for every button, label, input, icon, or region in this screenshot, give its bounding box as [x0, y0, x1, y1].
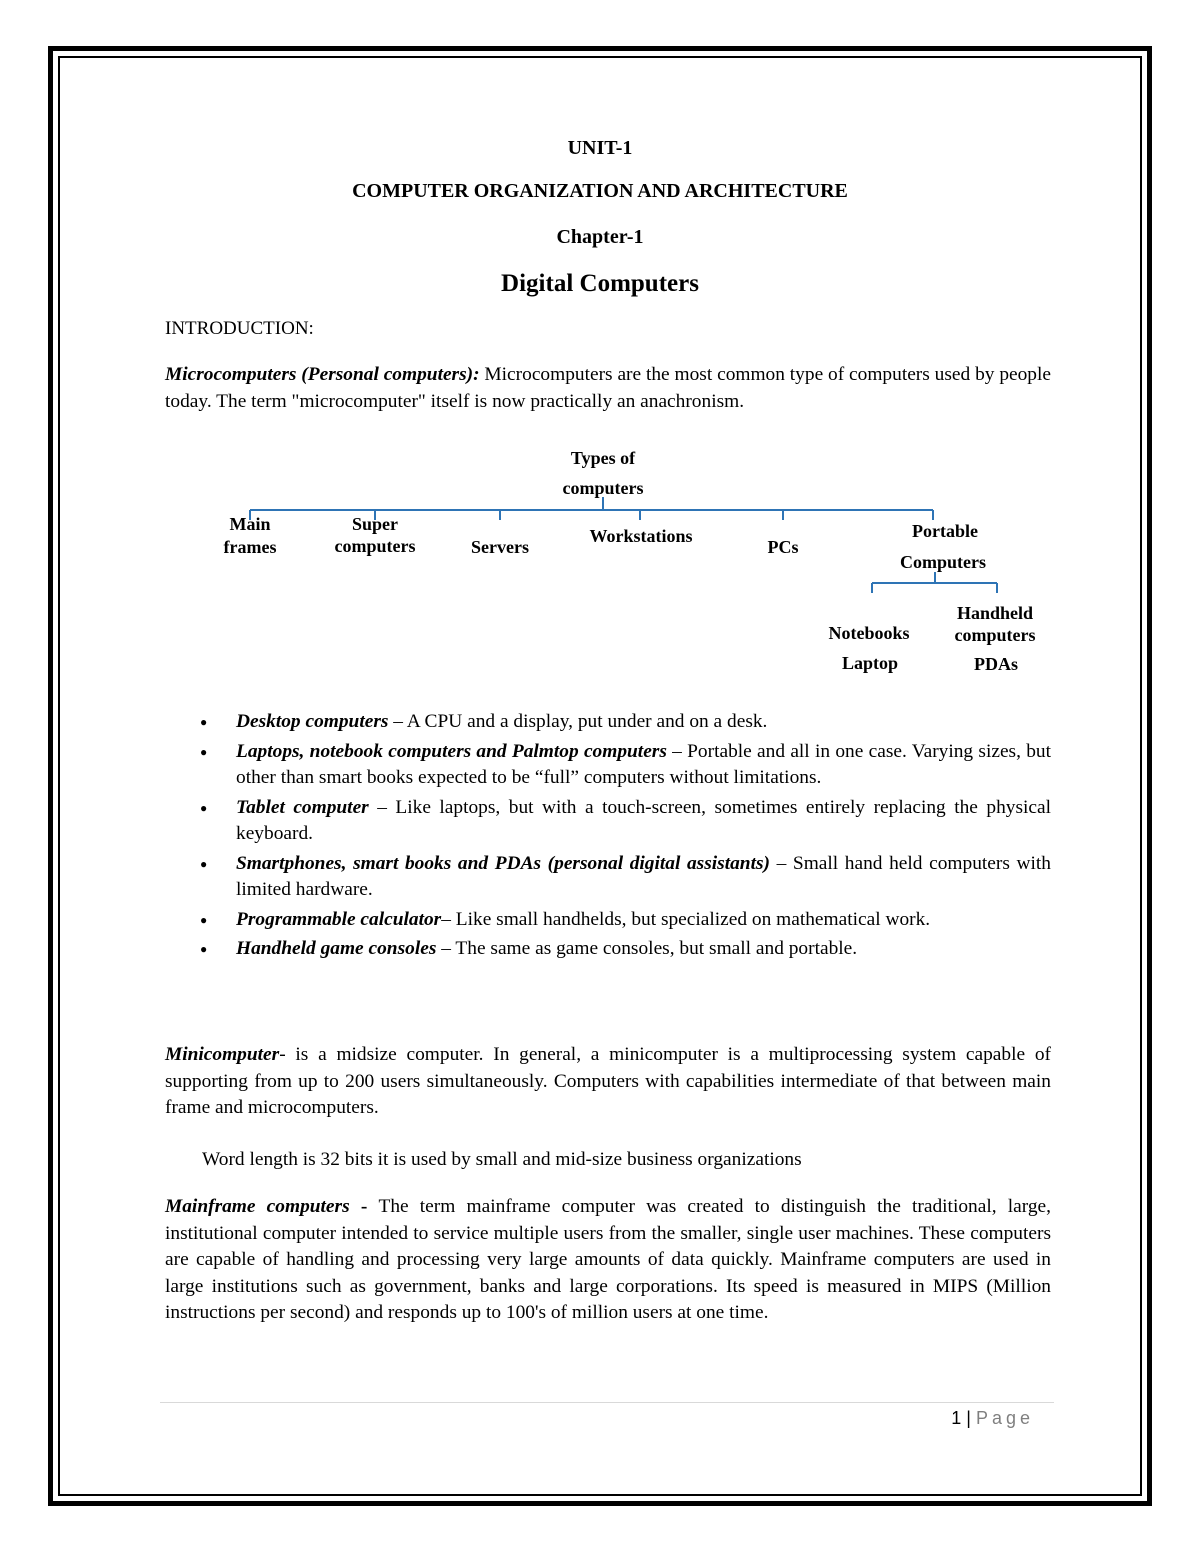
node-mainframes-line1: Main [229, 514, 271, 534]
list-item-text: – A CPU and a display, put under and on a desk. [388, 711, 768, 732]
node-handheld-line1: Handheld [956, 603, 1034, 623]
footer-divider [160, 1402, 1054, 1403]
list-item-text: – Small hand held computers with limited hardware. [236, 852, 1051, 900]
introduction-label: INTRODUCTION: [165, 318, 314, 339]
list-item-term: Laptops, notebook computers and Palmtop computers [236, 740, 667, 762]
list-item-term: Handheld game consoles [236, 938, 437, 959]
page-number: 1 [951, 1408, 962, 1428]
node-workstations: Workstations [589, 526, 693, 546]
list-item-term: Smartphones, smart books and PDAs (personal digital assistants) [236, 852, 770, 874]
list-item [165, 907, 1051, 934]
mainframe-paragraph [165, 1194, 1051, 1327]
list-item-text: – The same as game consoles, but small and portable. [436, 938, 858, 959]
page-label: Page [975, 1408, 1034, 1428]
list-item-term: Tablet computer [236, 796, 369, 818]
minicomputer-paragraph [165, 1042, 1051, 1122]
microcomputers-term: Microcomputers (Personal computers): [165, 364, 480, 385]
computer-types-list [165, 709, 1051, 966]
mainframe-dash: - [349, 1196, 379, 1217]
node-servers: Servers [471, 537, 529, 557]
list-item [165, 936, 1051, 963]
unit-heading: UNIT-1 [567, 137, 633, 159]
node-laptop: Laptop [841, 653, 899, 673]
node-root-line2: computers [562, 478, 644, 498]
node-portable-line2: Computers [900, 552, 986, 572]
list-item-term: Desktop computers [236, 711, 389, 732]
list-item [165, 709, 1051, 736]
list-item [165, 795, 1051, 848]
list-item-text: – Like laptops, but with a touch-screen, sometimes entirely replacing the physical keyboard. [236, 796, 1051, 844]
microcomputers-text: Microcomputers are the most common type of computers used by people today. The term "microcomputer" itself is now practically an anachronism. [165, 364, 1051, 412]
node-mainframes-line2: frames [223, 537, 277, 557]
microcomputers-paragraph [165, 362, 1051, 415]
node-handheld-line2: computers [954, 625, 1036, 645]
node-pdas: PDAs [974, 654, 1018, 674]
mainframe-term: Mainframe computers [165, 1196, 350, 1217]
node-root-line1: Types of [570, 448, 636, 468]
node-pcs: PCs [767, 537, 799, 557]
page-title: Digital Computers [501, 270, 699, 297]
list-item-term: Programmable calculator [236, 908, 442, 930]
word-length-line: Word length is 32 bits it is used by small and mid-size business organizations [202, 1149, 802, 1170]
node-portable-line1: Portable [912, 521, 978, 541]
node-super-line2: computers [334, 536, 416, 556]
minicomputer-term: Minicomputer [165, 1044, 280, 1065]
list-item-text: – Portable and all in one case. Varying sizes, but other than smart books expected to be “full” computers without limitations. [236, 740, 1051, 788]
list-item [165, 851, 1051, 904]
course-heading: COMPUTER ORGANIZATION AND ARCHITECTURE [352, 180, 848, 202]
page-separator: | [961, 1408, 976, 1428]
node-notebooks: Notebooks [828, 623, 910, 643]
node-super-line1: Super [351, 514, 399, 534]
minicomputer-text: - is a midsize computer. In general, a minicomputer is a multiprocessing system capable of supporting from up to 200 users simultaneously. Computers with capabilities intermediate of that between main frame and microcomputers. [165, 1044, 1051, 1118]
list-item-text: – Like small handhelds, but specialized on mathematical work. [441, 908, 931, 930]
types-of-computers-diagram [0, 440, 1200, 680]
chapter-heading: Chapter-1 [556, 226, 644, 248]
page-footer [0, 1408, 1034, 1429]
mainframe-text: The term mainframe computer was created to distinguish the traditional, large, institutional computer intended to service multiple users from the smaller, single user machines. These computers are capable of handling and processing very large amounts of data quickly. Mainframe computers are used in large institutions such as government, banks and large corporations. Its speed is measured in MIPS (Million instructions per second) and responds up to 100's of million users at one time. [165, 1196, 1052, 1323]
list-item [165, 739, 1051, 792]
